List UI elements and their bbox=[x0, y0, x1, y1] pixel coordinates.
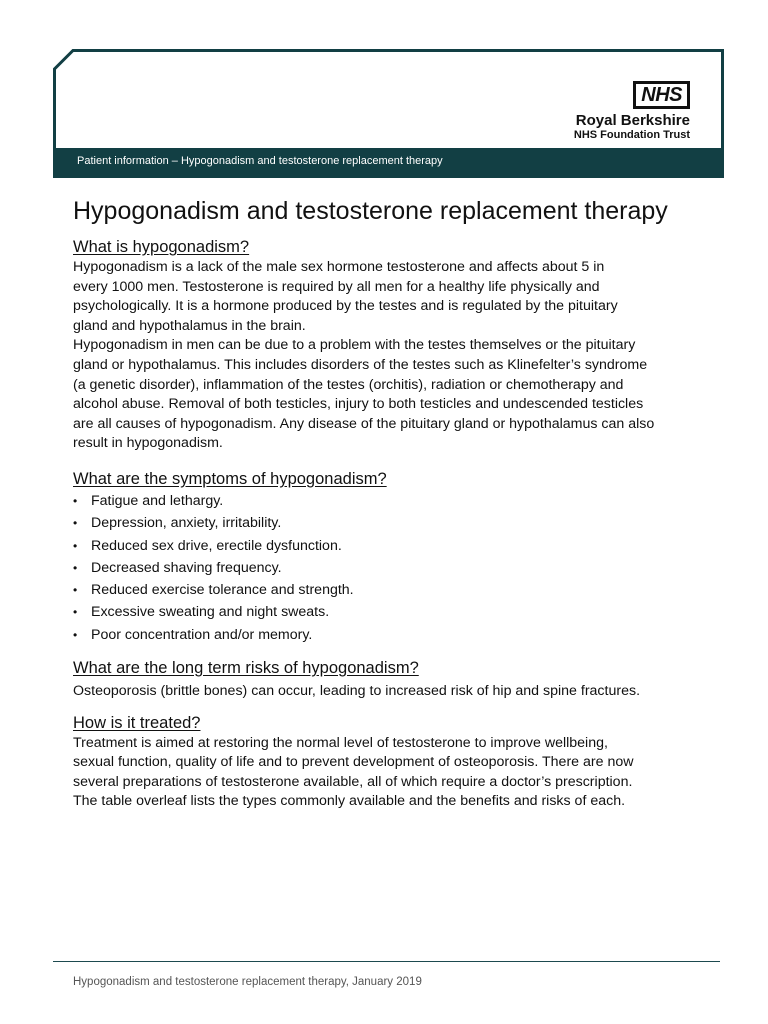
text-line: are all causes of hypogonadism. Any disease of the pituitary gland or hypothalamus can also bbox=[73, 415, 655, 432]
heading-treatment: How is it treated? bbox=[73, 713, 201, 732]
page-title: Hypogonadism and testosterone replacement therapy bbox=[73, 197, 668, 225]
text-line: (a genetic disorder), inflammation of the testes (orchitis), radiation or chemotherapy and bbox=[73, 376, 624, 393]
trust-subtitle: NHS Foundation Trust bbox=[573, 129, 690, 141]
paragraph-causes bbox=[73, 336, 713, 454]
footer-divider bbox=[53, 961, 720, 962]
heading-what-is: What is hypogonadism? bbox=[73, 238, 250, 256]
list-item: • Decreased shaving frequency. bbox=[73, 557, 713, 579]
list-item: • Reduced sex drive, erectile dysfunction. bbox=[73, 535, 713, 557]
document-body bbox=[73, 236, 713, 812]
list-item: • Reduced exercise tolerance and strength. bbox=[73, 579, 713, 601]
text-line: gland and hypothalamus in the brain. bbox=[73, 317, 306, 334]
list-item: • Fatigue and lethargy. bbox=[73, 490, 713, 512]
nhs-logo bbox=[574, 81, 690, 142]
heading-risks: What are the long term risks of hypogonadism? bbox=[73, 659, 419, 678]
list-item: • Depression, anxiety, irritability. bbox=[73, 512, 713, 534]
footer-text: Hypogonadism and testosterone replacement therapy, January 2019 bbox=[73, 976, 422, 988]
text-line: every 1000 men. Testosterone is required by all men for a healthy life physically and bbox=[73, 278, 600, 295]
text-line: several preparations of testosterone available, all of which require a doctor’s prescription. bbox=[73, 773, 633, 790]
text-line: The table overleaf lists the types commonly available and the benefits and risks of each. bbox=[73, 793, 626, 810]
text-line: sexual function, quality of life and to prevent development of osteoporosis. There are now bbox=[73, 754, 634, 771]
list-item: • Poor concentration and/or memory. bbox=[73, 624, 713, 646]
paragraph-definition bbox=[73, 258, 713, 336]
nhs-logo-mark: NHS bbox=[633, 81, 690, 109]
text-line: Treatment is aimed at restoring the normal level of testosterone to improve wellbeing, bbox=[73, 734, 608, 751]
list-item: • Excessive sweating and night sweats. bbox=[73, 601, 713, 623]
symptoms-list bbox=[73, 490, 713, 646]
text-line: alcohol abuse. Removal of both testicles, injury to both testicles and undescended testicles bbox=[73, 396, 644, 413]
paragraph-risks: Osteoporosis (brittle bones) can occur, leading to increased risk of hip and spine fractures. bbox=[73, 683, 641, 700]
text-line: Hypogonadism is a lack of the male sex hormone testosterone and affects about 5 in bbox=[73, 259, 605, 275]
banner-text: Patient information – Hypogonadism and testosterone replacement therapy bbox=[77, 155, 443, 167]
text-line: gland or hypothalamus. This includes disorders of the testes such as Klinefelter’s syndrome bbox=[73, 356, 648, 373]
heading-symptoms: What are the symptoms of hypogonadism? bbox=[73, 469, 387, 488]
trust-name: Royal Berkshire bbox=[575, 112, 690, 129]
text-line: result in hypogonadism. bbox=[73, 435, 223, 452]
text-line: Hypogonadism in men can be due to a problem with the testes themselves or the pituitary bbox=[73, 337, 636, 354]
text-line: psychologically. It is a hormone produced by the testes and is regulated by the pituitary bbox=[73, 298, 618, 315]
paragraph-treatment bbox=[73, 734, 713, 812]
